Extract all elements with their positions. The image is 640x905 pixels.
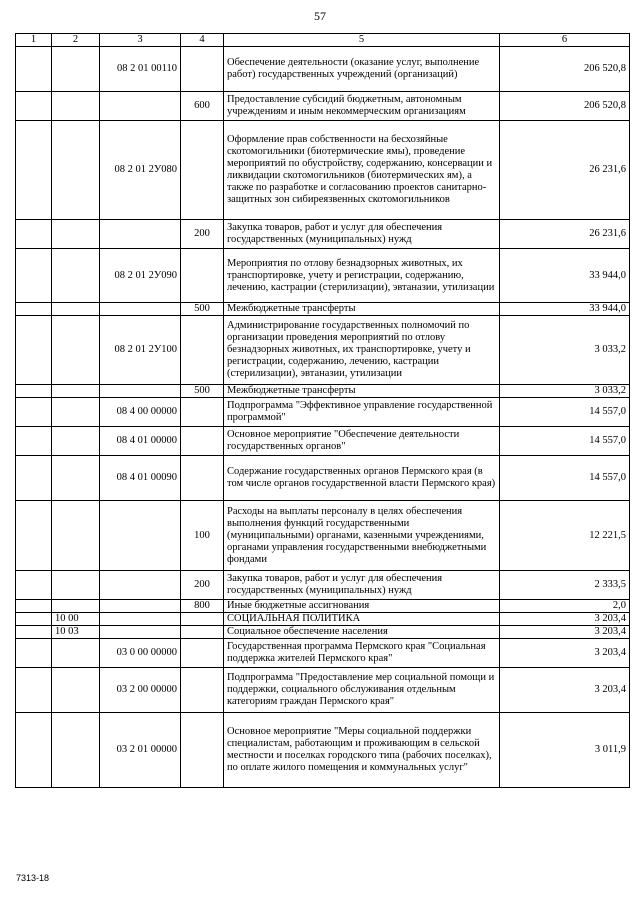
cell-section	[16, 427, 52, 456]
cell-subsection	[52, 456, 100, 501]
cell-subsection: 10 00	[52, 613, 100, 626]
budget-table	[15, 33, 630, 788]
cell-target-article: 08 2 01 2У090	[100, 249, 181, 303]
column-header: 2	[52, 34, 100, 47]
document-code: 7313-18	[16, 873, 50, 883]
cell-target-article: 08 4 01 00090	[100, 456, 181, 501]
cell-target-article	[100, 220, 181, 249]
table-row	[16, 456, 630, 501]
cell-expense-type	[181, 316, 224, 385]
cell-amount: 3 033,2	[500, 316, 630, 385]
table-row	[16, 398, 630, 427]
cell-expense-type	[181, 398, 224, 427]
cell-amount: 14 557,0	[500, 427, 630, 456]
cell-description: Обеспечение деятельности (оказание услуг, выполнение работ) государственных учреждений (организаций)	[224, 47, 500, 92]
cell-expense-type: 200	[181, 571, 224, 600]
cell-expense-type: 500	[181, 303, 224, 316]
cell-description: Иные бюджетные ассигнования	[224, 600, 500, 613]
table-row	[16, 501, 630, 571]
cell-amount: 3 203,4	[500, 639, 630, 668]
cell-description: Государственная программа Пермского края "Социальная поддержка жителей Пермского края"	[224, 639, 500, 668]
cell-description: Подпрограмма "Предоставление мер социальной помощи и поддержки, социального обслуживания отдельным категориям граждан Пермского края"	[224, 668, 500, 713]
cell-expense-type	[181, 613, 224, 626]
table-header-row	[16, 34, 630, 47]
cell-section	[16, 456, 52, 501]
cell-target-article: 08 2 01 2У100	[100, 316, 181, 385]
cell-description: Расходы на выплаты персоналу в целях обеспечения выполнения функций государственными (муниципальными) органами, казенными учреждениями, органами управления государственными внебюджетными фондами	[224, 501, 500, 571]
cell-amount: 2 333,5	[500, 571, 630, 600]
cell-section	[16, 121, 52, 220]
cell-subsection	[52, 316, 100, 385]
cell-subsection	[52, 600, 100, 613]
cell-subsection	[52, 571, 100, 600]
cell-expense-type	[181, 639, 224, 668]
cell-description: Администрирование государственных полномочий по организации проведения мероприятий по отлову безнадзорных животных, их транспортировке, учету и регистрации, содержанию, лечению, кастрации (стерилизации), эвтаназии, утилизации	[224, 316, 500, 385]
cell-expense-type: 200	[181, 220, 224, 249]
cell-section	[16, 385, 52, 398]
cell-subsection	[52, 501, 100, 571]
cell-section	[16, 713, 52, 788]
cell-description: Межбюджетные трансферты	[224, 385, 500, 398]
cell-amount: 14 557,0	[500, 398, 630, 427]
cell-description: Основное мероприятие "Меры социальной поддержки специалистам, работающим и проживающим в сельской местности и поселках городского типа (рабочих поселках), по оплате жилого помещения и коммунальных услуг"	[224, 713, 500, 788]
cell-description: Закупка товаров, работ и услуг для обеспечения государственных (муниципальных) нужд	[224, 571, 500, 600]
cell-amount: 3 033,2	[500, 385, 630, 398]
cell-description: Оформление прав собственности на бесхозяйные скотомогильники (биотермические ямы), проведение мероприятий по обустройству, содержанию, консервации и ликвидации скотомогильников (биотермических ям), а также по разработке и согласованию проектов санитарно-защитных зон сибиреязвенных скотомогильников	[224, 121, 500, 220]
cell-expense-type	[181, 47, 224, 92]
cell-section	[16, 316, 52, 385]
table-row	[16, 303, 630, 316]
cell-amount: 26 231,6	[500, 121, 630, 220]
table-row	[16, 713, 630, 788]
cell-target-article	[100, 303, 181, 316]
cell-amount: 206 520,8	[500, 92, 630, 121]
cell-amount: 26 231,6	[500, 220, 630, 249]
cell-amount: 3 203,4	[500, 613, 630, 626]
cell-subsection	[52, 398, 100, 427]
cell-target-article: 08 4 01 00000	[100, 427, 181, 456]
cell-amount: 3 203,4	[500, 626, 630, 639]
cell-subsection	[52, 668, 100, 713]
cell-expense-type	[181, 668, 224, 713]
cell-section	[16, 92, 52, 121]
table-row	[16, 121, 630, 220]
cell-description: Мероприятия по отлову безнадзорных животных, их транспортировке, учету и регистрации, содержанию, лечению, кастрации (стерилизации), эвтаназии, утилизации	[224, 249, 500, 303]
cell-section	[16, 249, 52, 303]
table-row	[16, 316, 630, 385]
table-row	[16, 47, 630, 92]
table-row	[16, 613, 630, 626]
cell-expense-type: 100	[181, 501, 224, 571]
cell-target-article: 03 2 00 00000	[100, 668, 181, 713]
cell-description: Предоставление субсидий бюджетным, автономным учреждениям и иным некоммерческим организациям	[224, 92, 500, 121]
cell-subsection	[52, 385, 100, 398]
cell-description: Межбюджетные трансферты	[224, 303, 500, 316]
column-header: 6	[500, 34, 630, 47]
table-row	[16, 427, 630, 456]
cell-section	[16, 626, 52, 639]
cell-subsection	[52, 427, 100, 456]
cell-subsection	[52, 121, 100, 220]
cell-section	[16, 639, 52, 668]
table-row	[16, 626, 630, 639]
cell-section	[16, 501, 52, 571]
cell-subsection	[52, 303, 100, 316]
cell-target-article: 08 4 00 00000	[100, 398, 181, 427]
cell-expense-type	[181, 713, 224, 788]
cell-expense-type	[181, 427, 224, 456]
cell-amount: 3 011,9	[500, 713, 630, 788]
table-row	[16, 385, 630, 398]
cell-target-article: 03 0 00 00000	[100, 639, 181, 668]
cell-subsection	[52, 639, 100, 668]
cell-target-article	[100, 501, 181, 571]
column-header: 1	[16, 34, 52, 47]
table-row	[16, 249, 630, 303]
table-row	[16, 92, 630, 121]
cell-expense-type	[181, 456, 224, 501]
cell-subsection	[52, 92, 100, 121]
cell-section	[16, 220, 52, 249]
cell-target-article	[100, 92, 181, 121]
cell-expense-type: 500	[181, 385, 224, 398]
cell-amount: 33 944,0	[500, 303, 630, 316]
cell-section	[16, 571, 52, 600]
table-row	[16, 639, 630, 668]
cell-amount: 206 520,8	[500, 47, 630, 92]
cell-amount: 33 944,0	[500, 249, 630, 303]
cell-expense-type	[181, 249, 224, 303]
cell-section	[16, 668, 52, 713]
cell-expense-type: 600	[181, 92, 224, 121]
cell-description: Содержание государственных органов Пермского края (в том числе органов государственной власти Пермского края)	[224, 456, 500, 501]
cell-target-article	[100, 571, 181, 600]
cell-amount: 12 221,5	[500, 501, 630, 571]
cell-description: Подпрограмма "Эффективное управление государственной программой"	[224, 398, 500, 427]
cell-amount: 14 557,0	[500, 456, 630, 501]
cell-target-article	[100, 600, 181, 613]
cell-section	[16, 600, 52, 613]
cell-description: СОЦИАЛЬНАЯ ПОЛИТИКА	[224, 613, 500, 626]
cell-target-article: 03 2 01 00000	[100, 713, 181, 788]
cell-subsection	[52, 220, 100, 249]
cell-description: Основное мероприятие "Обеспечение деятельности государственных органов"	[224, 427, 500, 456]
cell-expense-type	[181, 626, 224, 639]
cell-section	[16, 47, 52, 92]
cell-amount: 2,0	[500, 600, 630, 613]
column-header: 3	[100, 34, 181, 47]
cell-target-article: 08 2 01 2У080	[100, 121, 181, 220]
cell-subsection	[52, 713, 100, 788]
column-header: 5	[224, 34, 500, 47]
cell-target-article	[100, 385, 181, 398]
cell-section	[16, 398, 52, 427]
table-row	[16, 600, 630, 613]
cell-expense-type	[181, 121, 224, 220]
cell-target-article	[100, 613, 181, 626]
cell-target-article: 08 2 01 00110	[100, 47, 181, 92]
table-row	[16, 668, 630, 713]
cell-expense-type: 800	[181, 600, 224, 613]
table-row	[16, 220, 630, 249]
cell-amount: 3 203,4	[500, 668, 630, 713]
column-header: 4	[181, 34, 224, 47]
cell-section	[16, 613, 52, 626]
cell-target-article	[100, 626, 181, 639]
cell-subsection: 10 03	[52, 626, 100, 639]
table-row	[16, 571, 630, 600]
cell-description: Социальное обеспечение населения	[224, 626, 500, 639]
page-number: 57	[314, 9, 326, 23]
cell-description: Закупка товаров, работ и услуг для обеспечения государственных (муниципальных) нужд	[224, 220, 500, 249]
cell-subsection	[52, 47, 100, 92]
cell-subsection	[52, 249, 100, 303]
cell-section	[16, 303, 52, 316]
